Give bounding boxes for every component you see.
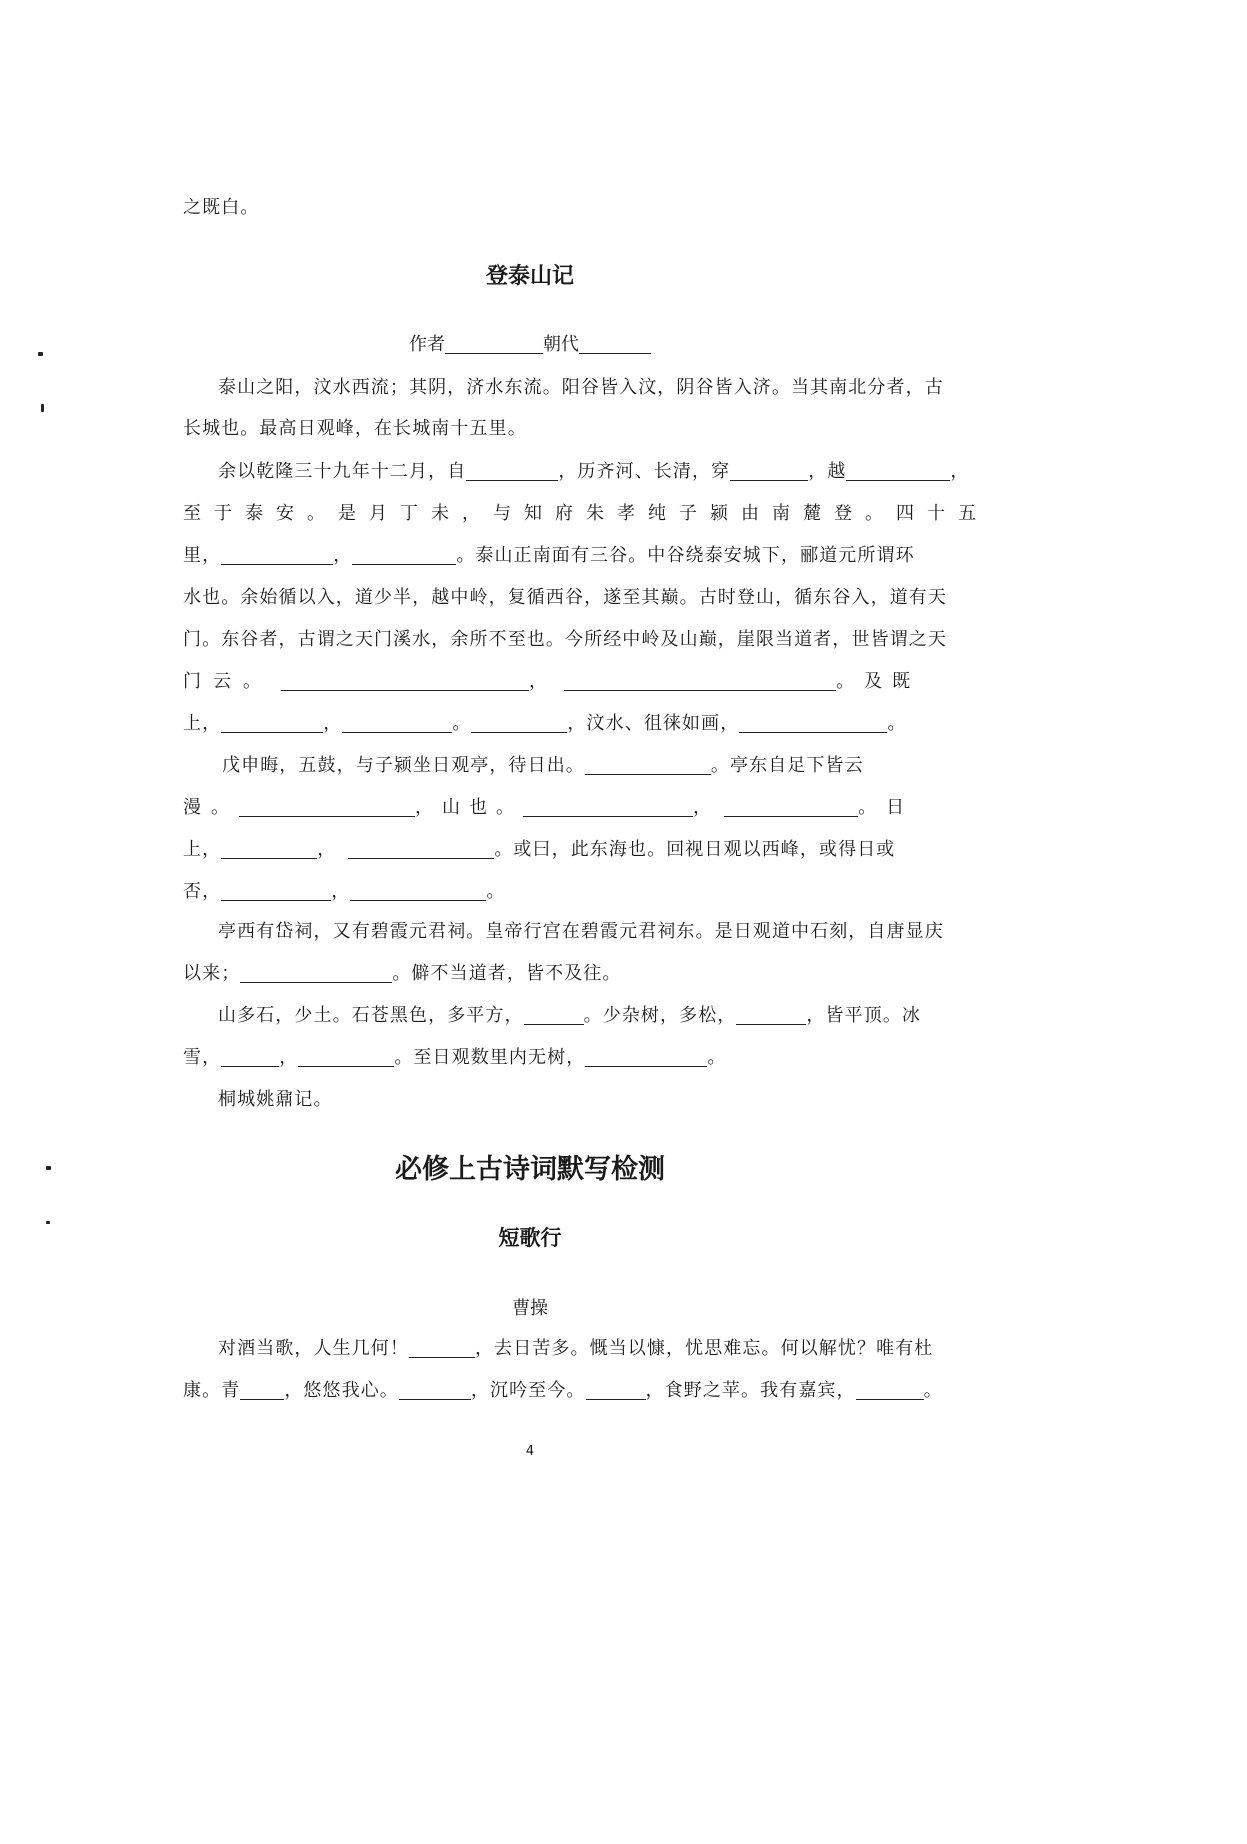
- page-number: 4: [525, 1444, 535, 1459]
- text-line: 亭西有岱祠，又有碧霞元君祠。皇帝行宫在碧霞元君祠东。是日观道中石刻，自唐显庆: [218, 921, 944, 942]
- poem-title: 短歌行: [498, 1226, 562, 1250]
- text-line: 桐城姚鼐记。: [218, 1089, 333, 1110]
- text-line: 以来； 。僻不当道者，皆不及往。: [183, 963, 622, 984]
- text-line: 里， ， 。泰山正南面有三谷。中谷绕泰安城下，郦道元所谓环: [183, 545, 915, 566]
- text-line: 上， ， 。或曰，此东海也。回视日观以西峰，或得日或: [183, 839, 896, 860]
- text-line: 水也。余始循以入，道少半，越中岭，复循西谷，遂至其巅。古时登山，循东谷入，道有天: [183, 587, 947, 608]
- section-title: 必修上古诗词默写检测: [395, 1154, 665, 1185]
- text-line: 门。东谷者，古谓之天门溪水，余所不至也。今所经中岭及山巅，崖限当道者，世皆谓之天: [183, 629, 947, 650]
- text-line: 康。青 ，悠悠我心。 ，沉吟至今。 ，食野之苹。我有嘉宾， 。: [183, 1380, 943, 1401]
- text-line: 之既白。: [183, 197, 260, 218]
- text-line: 山多石，少土。石苍黑色，多平方， 。少杂树，多松， ，皆平顶。冰: [218, 1005, 922, 1026]
- text-line: 对酒当歌，人生几何！ ，去日苦多。慨当以慷，忧思难忘。何以解忧？唯有杜: [218, 1338, 934, 1359]
- scan-mark: [41, 404, 44, 412]
- text-line: 雪， ， 。至日观数里内无树， 。: [183, 1047, 727, 1068]
- text-line: 泰山之阳，汶水西流；其阴，济水东流。阳谷皆入汶，阴谷皆入济。当其南北分者，古: [218, 377, 944, 398]
- text-line: 否， ， 。: [183, 881, 506, 902]
- text-line: 漫。 ，山也。 ， 。日: [183, 797, 915, 818]
- text-line: 长城也。最高日观峰，在长城南十五里。: [183, 418, 527, 439]
- author-dynasty-line: 作者 朝代: [0, 330, 1060, 356]
- text-line: 上， ， 。 ，汶水、徂徕如画， 。: [183, 713, 907, 734]
- text-line: 至于泰安。是月丁未，与知府朱孝纯子颍由南麓登。四十五: [183, 503, 989, 524]
- text-line: 余以乾隆三十九年十二月，自 ，历齐河、长清，穿 ，越 ，: [218, 461, 970, 482]
- text-line: 门云。 ， 。及既: [183, 671, 921, 692]
- poet-name: 曹操: [512, 1298, 548, 1319]
- essay-title: 登泰山记: [485, 264, 574, 289]
- text-line: 戊申晦，五鼓，与子颍坐日观亭，待日出。 。亭东自足下皆云: [222, 755, 864, 776]
